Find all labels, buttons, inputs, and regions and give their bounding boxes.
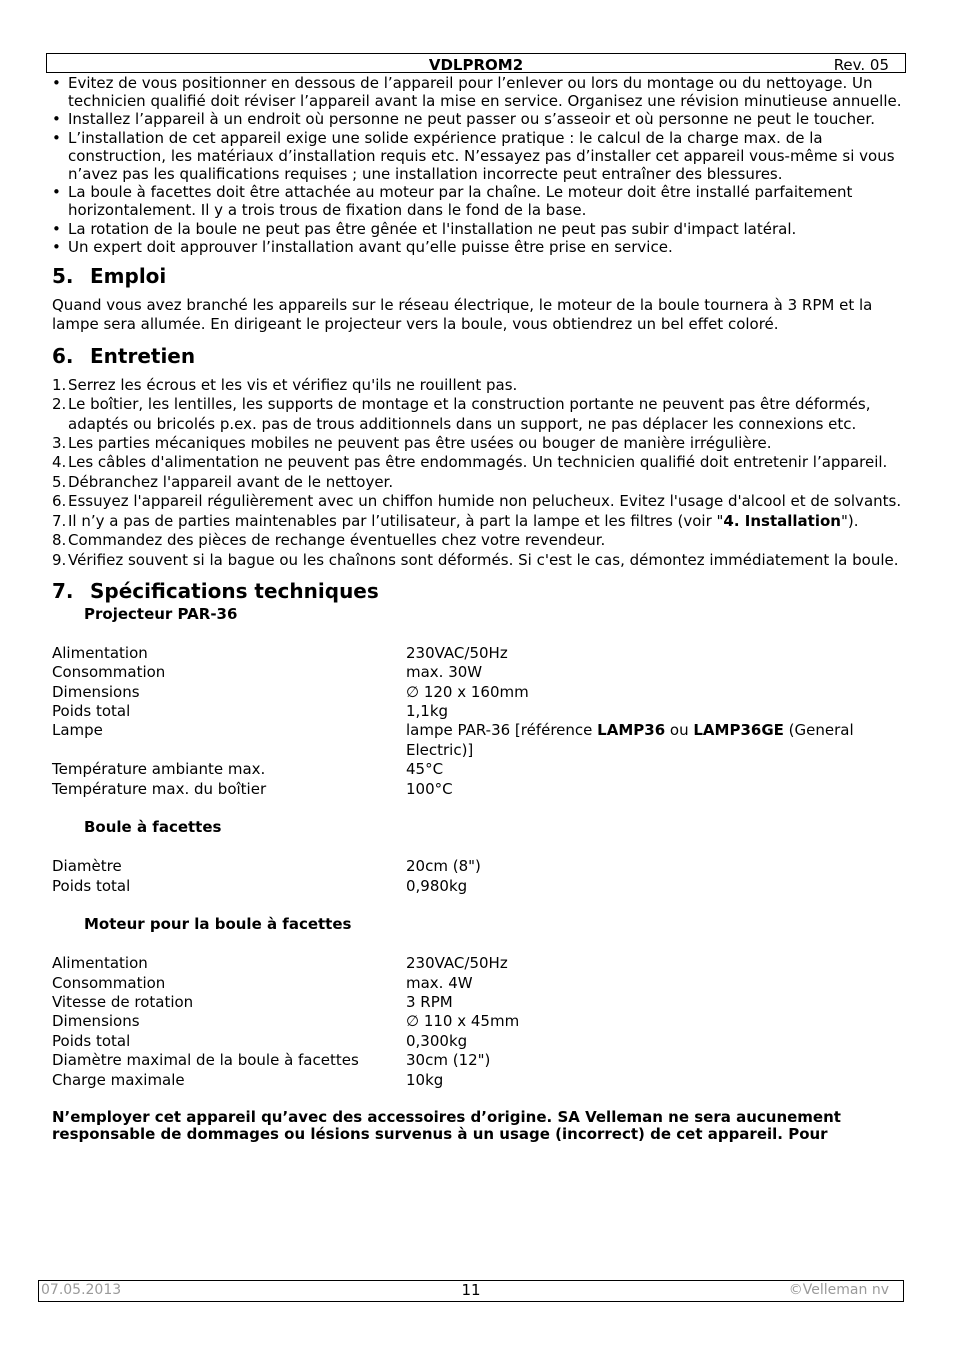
- table-row: [52, 1051, 904, 1070]
- table-row: [52, 644, 904, 663]
- item-text: ").: [840, 511, 859, 530]
- lamp-text: (General Electric)]: [406, 721, 854, 759]
- item-number: 4.: [52, 453, 67, 472]
- spec-value: 100°C: [406, 779, 453, 798]
- footer-date: 07.05.2013: [41, 1282, 122, 1298]
- spec-label: Alimentation: [52, 954, 148, 973]
- item-text: Débranchez l'appareil avant de le nettoyer.: [68, 472, 394, 491]
- section-title: Entretien: [90, 343, 196, 368]
- table-row: [52, 1032, 904, 1051]
- lamp-reference: LAMP36: [597, 721, 666, 740]
- table-row: [52, 877, 904, 896]
- emploi-paragraph: Quand vous avez branché les appareils sur le réseau électrique, le moteur de la boule tournera à 3 RPM et la lampe sera allumée. En dirigeant le projecteur vers la boule, vous obtiendrez un bel effet coloré.: [52, 296, 873, 334]
- projector-spec-table: [52, 644, 904, 799]
- spec-value: ∅ 110 x 45mm: [406, 1012, 520, 1031]
- section-heading-specifications: [52, 579, 904, 603]
- section-heading-entretien: [52, 344, 904, 368]
- table-row: [52, 683, 904, 702]
- list-item: [52, 531, 904, 550]
- model-number: VDLPROM2: [428, 56, 524, 74]
- section-number: 7.: [52, 578, 74, 603]
- list-item: [52, 434, 904, 453]
- ball-spec-table: [52, 857, 904, 896]
- page-content: [52, 74, 904, 1144]
- spec-label: Poids total: [52, 701, 131, 720]
- spec-label: Lampe: [52, 721, 103, 740]
- item-text: Le boîtier, les lentilles, les supports de montage et la construction portante ne peuvent pas être déformés, adaptés ou bricolés p.ex. pas de trous additionnels dans un support, ne pas déplacer les connexions etc.: [68, 395, 871, 433]
- item-number: 8.: [52, 531, 67, 550]
- bullet-item: • L’installation de cet appareil exige une solide expérience pratique : le calcul de la charge max. de la construction, les matériaux d’installation requis etc. N’essayez pas d’installer cet appareil vous-même si vous n’avez pas les qualifications requises ; une installation incorrecte peut entraîner des blessures.: [52, 129, 904, 184]
- page-header: [46, 53, 906, 73]
- spec-value: 230VAC/50Hz: [406, 643, 508, 662]
- bullet-item: • La rotation de la boule ne peut pas être gênée et l'installation ne peut pas subir d'impact latéral.: [52, 220, 904, 238]
- spec-label: Dimensions: [52, 1012, 140, 1031]
- section-title: Emploi: [90, 264, 167, 289]
- item-number: 7.: [52, 511, 67, 530]
- spec-value: 10kg: [406, 1070, 444, 1089]
- spec-value: 30cm (12"): [406, 1051, 491, 1070]
- table-row: [52, 780, 904, 799]
- spec-value: max. 30W: [406, 663, 483, 682]
- spec-label: Consommation: [52, 973, 166, 992]
- spec-label: Dimensions: [52, 682, 140, 701]
- spec-label: Diamètre: [52, 857, 122, 876]
- item-number: 2.: [52, 395, 67, 414]
- item-text: Essuyez l'appareil régulièrement avec un chiffon humide non pelucheux. Evitez l'usage d'alcool et de solvants.: [68, 492, 902, 511]
- maintenance-list: [52, 376, 904, 570]
- list-item: [52, 453, 904, 472]
- section-number: 5.: [52, 264, 74, 289]
- table-row: [52, 1071, 904, 1090]
- table-row: [52, 974, 904, 993]
- item-number: 3.: [52, 434, 67, 453]
- bullet-item: • Installez l’appareil à un endroit où personne ne peut passer ou s’asseoir et où personne ne peut le toucher.: [52, 110, 904, 128]
- spec-label: Température max. du boîtier: [52, 779, 267, 798]
- lamp-reference: LAMP36GE: [693, 721, 784, 740]
- table-row: [52, 1012, 904, 1031]
- item-number: 9.: [52, 550, 67, 569]
- safety-bullet-list: [52, 74, 904, 256]
- spec-value: 0,980kg: [406, 876, 468, 895]
- item-text: Vérifiez souvent si la bague ou les chaînons sont déformés. Si c'est le cas, démontez immédiatement la boule.: [68, 550, 899, 569]
- item-text: Serrez les écrous et les vis et vérifiez qu'ils ne rouillent pas.: [68, 375, 518, 394]
- item-text: Il n’y a pas de parties maintenables par l’utilisateur, à part la lampe et les filtres (voir ": [68, 511, 724, 530]
- item-number: 1.: [52, 375, 67, 394]
- spec-label: Température ambiante max.: [52, 760, 266, 779]
- table-row: [52, 702, 904, 721]
- warning-note: N’employer cet appareil qu’avec des accessoires d’origine. SA Velleman ne sera aucunement responsable de dommages ou lésions survenus à un usage (incorrect) de cet appareil. Pour: [52, 1107, 841, 1144]
- list-item: [52, 492, 904, 511]
- section-reference: 4. Installation: [723, 511, 841, 530]
- table-row: [52, 663, 904, 682]
- list-item: [52, 551, 904, 570]
- spec-label: Poids total: [52, 1031, 131, 1050]
- list-item: [52, 395, 904, 434]
- item-number: 6.: [52, 492, 67, 511]
- table-row: [52, 721, 904, 760]
- bullet-item: • Un expert doit approuver l’installation avant qu’elle puisse être prise en service.: [52, 238, 904, 256]
- revision-label: Rev. 05: [833, 56, 889, 74]
- list-item: [52, 376, 904, 395]
- bullet-item: • Evitez de vous positionner en dessous de l’appareil pour l’enlever ou lors du montage ou du nettoyage. Un technicien qualifié doit réviser l’appareil avant la mise en service. Organisez une révision minutieuse annuelle.: [52, 74, 904, 110]
- section-number: 6.: [52, 343, 74, 368]
- spec-value: 45°C: [406, 760, 444, 779]
- item-number: 5.: [52, 472, 67, 491]
- item-text: Les câbles d'alimentation ne peuvent pas être endommagés. Un technicien qualifié doit entretenir l’appareil.: [68, 453, 888, 472]
- subheading-projector: Projecteur PAR-36: [84, 604, 238, 623]
- subheading-ball: Boule à facettes: [84, 818, 222, 837]
- spec-value: ∅ 120 x 160mm: [406, 682, 529, 701]
- section-heading-emploi: [52, 264, 904, 288]
- spec-value: 230VAC/50Hz: [406, 954, 508, 973]
- bullet-item: • La boule à facettes doit être attachée au moteur par la chaîne. Le moteur doit être installé parfaitement horizontalement. Il y a trois trous de fixation dans le fond de la base.: [52, 183, 904, 219]
- table-row: [52, 993, 904, 1012]
- spec-value: 20cm (8"): [406, 857, 481, 876]
- table-row: [52, 760, 904, 779]
- subheading-motor: Moteur pour la boule à facettes: [84, 915, 352, 934]
- spec-label: Poids total: [52, 876, 131, 895]
- page-footer: [38, 1280, 904, 1302]
- list-item: [52, 512, 904, 531]
- list-item: [52, 473, 904, 492]
- spec-label: Diamètre maximal de la boule à facettes: [52, 1051, 359, 1070]
- lamp-text: lampe PAR-36 [référence: [406, 721, 598, 740]
- item-text: Les parties mécaniques mobiles ne peuvent pas être usées ou bouger de manière irrégulière.: [68, 434, 772, 453]
- item-text: Commandez des pièces de rechange éventuelles chez votre revendeur.: [68, 531, 606, 550]
- spec-value: 0,300kg: [406, 1031, 468, 1050]
- table-row: [52, 857, 904, 876]
- spec-value: [406, 721, 904, 760]
- spec-label: Vitesse de rotation: [52, 992, 194, 1011]
- motor-spec-table: [52, 954, 904, 1090]
- table-row: [52, 954, 904, 973]
- footer-copyright: ©Velleman nv: [788, 1282, 889, 1298]
- spec-label: Charge maximale: [52, 1070, 185, 1089]
- page-number: 11: [461, 1281, 481, 1299]
- spec-value: 3 RPM: [406, 992, 453, 1011]
- lamp-text: ou: [665, 721, 694, 740]
- spec-value: max. 4W: [406, 973, 473, 992]
- section-title: Spécifications techniques: [90, 578, 379, 603]
- spec-value: 1,1kg: [406, 701, 449, 720]
- spec-label: Alimentation: [52, 643, 148, 662]
- spec-label: Consommation: [52, 663, 166, 682]
